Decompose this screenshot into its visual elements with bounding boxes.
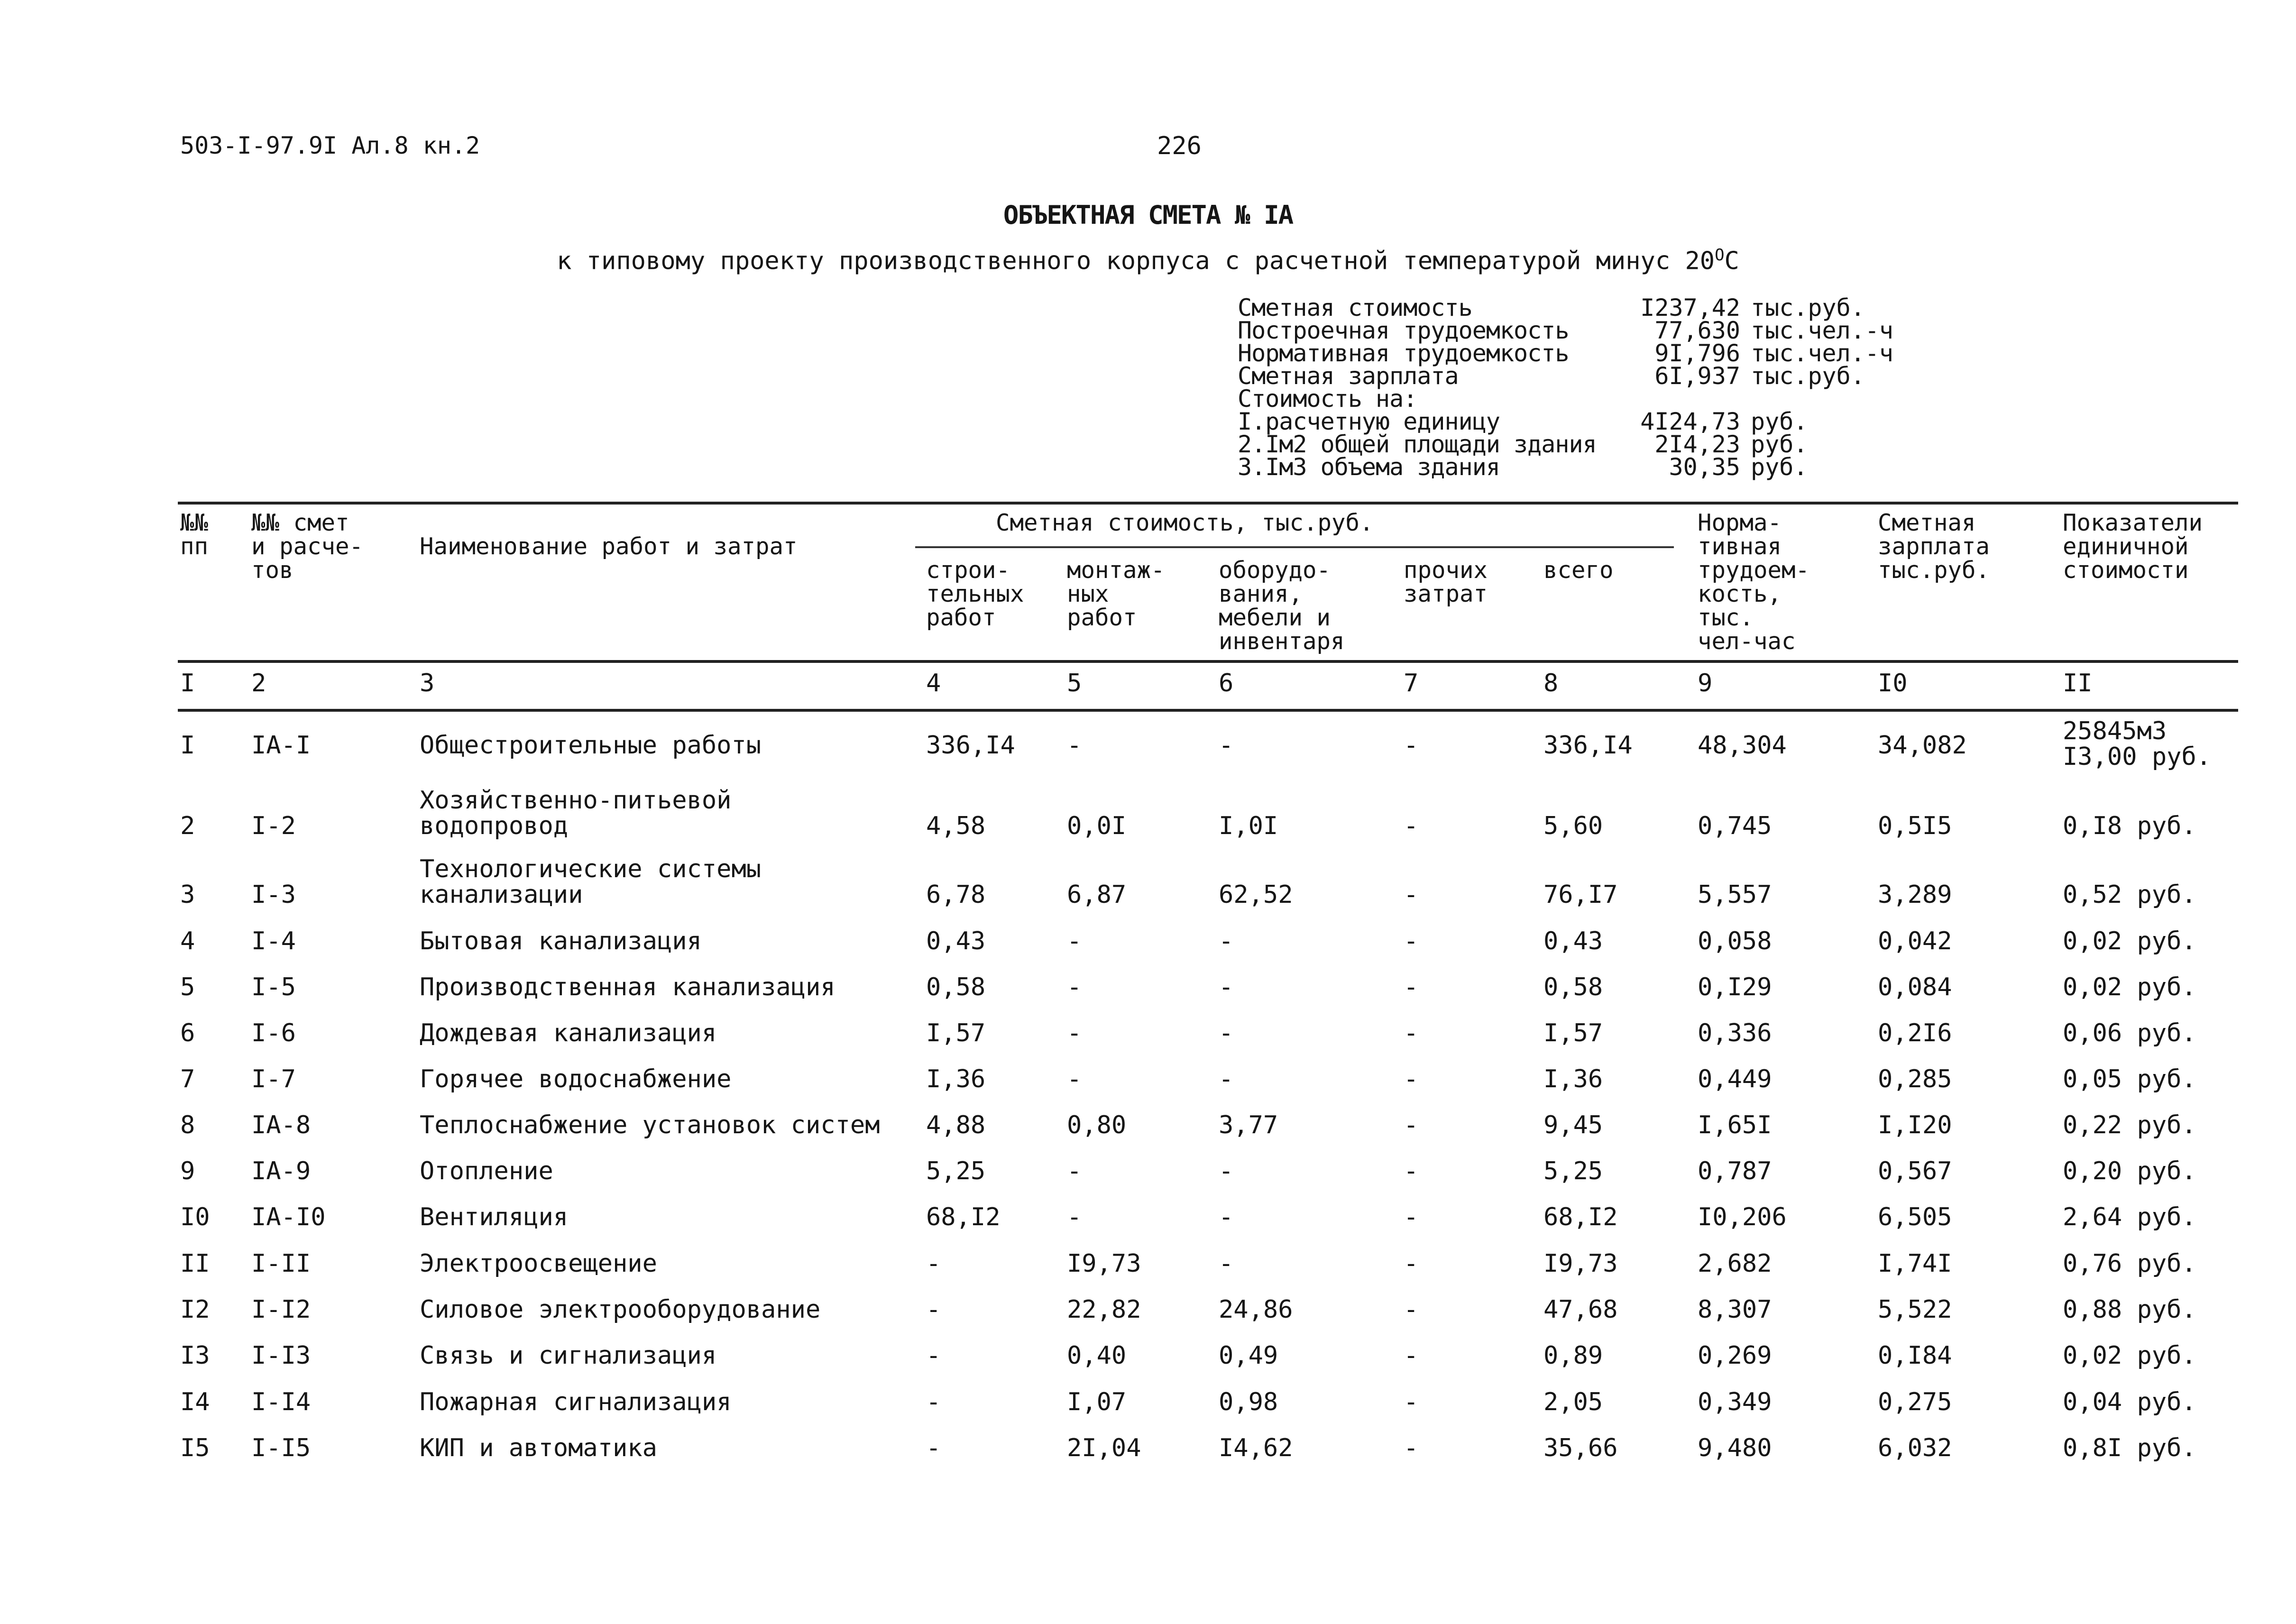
labor-intensity: 0,787 [1698,1157,1772,1185]
total-cost: 35,66 [1543,1434,1618,1462]
estimated-salary: 0,567 [1878,1157,1952,1185]
column-number: 3 [420,669,435,697]
other-cost: - [1404,1341,1419,1370]
installation-cost: - [1067,1157,1082,1185]
equipment-cost: - [1219,1157,1234,1185]
summary-number: 9I,796 [1654,339,1740,367]
construction-cost: - [926,1341,941,1370]
estimated-salary: 0,I84 [1878,1341,1952,1370]
equipment-cost: - [1219,973,1234,1001]
work-name: Бытовая канализация [420,927,702,955]
labor-intensity: 8,307 [1698,1295,1772,1324]
other-cost: - [1404,1249,1419,1278]
estimate-code: IA-I [251,731,311,760]
installation-cost: 0,40 [1067,1341,1127,1370]
estimate-code: I-II [251,1249,311,1278]
summary-label: Сметная стоимость [1238,294,1472,321]
estimated-salary: 6,505 [1878,1203,1952,1231]
row-number: 3 [180,881,195,909]
unit-cost: 0,88 руб. [2063,1295,2196,1324]
header-installation: монтаж- ных работ [1067,557,1165,631]
construction-cost: - [926,1249,941,1278]
other-cost: - [1404,1295,1419,1324]
other-cost: - [1404,1019,1419,1047]
construction-cost: 6,78 [926,881,986,909]
summary-label: I.расчетную единицу [1238,408,1500,435]
installation-cost: I9,73 [1067,1249,1141,1278]
page-subtitle [0,246,2296,275]
row-number: I [180,731,195,760]
installation-cost: 0,80 [1067,1111,1127,1139]
summary-label: Стоимость на: [1238,385,1417,413]
row-number: I5 [180,1434,210,1462]
estimate-code: I-I4 [251,1388,311,1416]
estimated-salary: 0,2I6 [1878,1019,1952,1047]
installation-cost: 0,0I [1067,812,1127,840]
work-name: Вентиляция [420,1203,569,1231]
construction-cost: 0,58 [926,973,986,1001]
labor-intensity: 0,336 [1698,1019,1772,1047]
column-number: 6 [1219,669,1234,697]
column-number: II [2063,669,2093,697]
estimate-code: IA-I0 [251,1203,326,1231]
estimated-salary: 0,084 [1878,973,1952,1001]
header-unit-cost: Показатели единичной стоимости [2063,509,2203,584]
estimated-salary: I,74I [1878,1249,1952,1278]
construction-cost: 0,43 [926,927,986,955]
unit-cost: 0,06 руб. [2063,1019,2196,1047]
page-number: 226 [1157,132,1202,160]
work-name: Технологические системы канализации [420,855,762,909]
installation-cost: 22,82 [1067,1295,1141,1324]
labor-intensity: 0,449 [1698,1065,1772,1093]
estimated-salary: 3,289 [1878,881,1952,909]
installation-cost: - [1067,1203,1082,1231]
column-number: 2 [251,669,266,697]
labor-intensity: 2,682 [1698,1249,1772,1278]
equipment-cost: - [1219,1249,1234,1278]
estimate-code: I-2 [251,812,296,840]
summary-unit: руб. [1751,453,1808,481]
column-number: 8 [1543,669,1559,697]
header-estimate-code: №№ смет и расче- тов [251,509,364,584]
row-number: 2 [180,812,195,840]
construction-cost: 4,88 [926,1111,986,1139]
header-salary: Сметная зарплата тыс.руб. [1878,509,1990,584]
equipment-cost: - [1219,1065,1234,1093]
row-number: II [180,1249,210,1278]
row-number: I0 [180,1203,210,1231]
summary-number: 6I,937 [1654,362,1740,390]
equipment-cost: 62,52 [1219,881,1293,909]
total-cost: I9,73 [1543,1249,1618,1278]
labor-intensity: 9,480 [1698,1434,1772,1462]
total-cost: 47,68 [1543,1295,1618,1324]
total-cost: 5,60 [1543,812,1603,840]
other-cost: - [1404,1203,1419,1231]
work-name: Электроосвещение [420,1249,657,1278]
estimate-code: I-5 [251,973,296,1001]
equipment-cost: I,0I [1219,812,1278,840]
labor-intensity: 0,745 [1698,812,1772,840]
column-number: 9 [1698,669,1713,697]
summary-unit: тыс.руб. [1751,294,1865,321]
summary-unit: тыс.чел.-ч [1751,339,1894,367]
labor-intensity: 48,304 [1698,731,1787,760]
equipment-cost: - [1219,1203,1234,1231]
unit-cost: 0,02 руб. [2063,1341,2196,1370]
estimated-salary: 0,275 [1878,1388,1952,1416]
summary-value [1631,362,1892,390]
unit-cost: 0,76 руб. [2063,1249,2196,1278]
other-cost: - [1404,927,1419,955]
work-name: Хозяйственно-питьевой водопровод [420,786,732,840]
other-cost: - [1404,881,1419,909]
installation-cost: - [1067,731,1082,760]
estimate-code: IA-8 [251,1111,311,1139]
unit-cost: 0,52 руб. [2063,881,2196,909]
work-name: Силовое электрооборудование [420,1295,821,1324]
summary-number: 30,35 [1669,453,1740,481]
header-cost-group: Сметная стоимость, тыс.руб. [996,509,1374,536]
summary-number: I237,42 [1640,294,1740,321]
work-name: Общестроительные работы [420,731,762,760]
row-number: 7 [180,1065,195,1093]
work-name: КИП и автоматика [420,1434,657,1462]
total-cost: 0,58 [1543,973,1603,1001]
estimate-code: I-I5 [251,1434,311,1462]
construction-cost: I,57 [926,1019,986,1047]
column-number: I0 [1878,669,1908,697]
equipment-cost: 0,98 [1219,1388,1278,1416]
unit-cost: 0,05 руб. [2063,1065,2196,1093]
summary-label: 2.Iм2 общей площади здания [1238,431,1597,458]
installation-cost: - [1067,1065,1082,1093]
other-cost: - [1404,1388,1419,1416]
construction-cost: 68,I2 [926,1203,1001,1231]
total-cost: 68,I2 [1543,1203,1618,1231]
labor-intensity: 0,349 [1698,1388,1772,1416]
equipment-cost: 3,77 [1219,1111,1278,1139]
unit-cost: 0,22 руб. [2063,1111,2196,1139]
total-cost: I,57 [1543,1019,1603,1047]
work-name: Производственная канализация [420,973,836,1001]
summary-number: 77,630 [1654,317,1740,344]
other-cost: - [1404,1065,1419,1093]
work-name: Отопление [420,1157,553,1185]
header-other: прочих затрат [1404,557,1488,607]
construction-cost: 4,58 [926,812,986,840]
equipment-cost: I4,62 [1219,1434,1293,1462]
estimated-salary: 0,5I5 [1878,812,1952,840]
other-cost: - [1404,812,1419,840]
estimated-salary: I,I20 [1878,1111,1952,1139]
estimate-code: I-I2 [251,1295,311,1324]
unit-cost: 0,02 руб. [2063,973,2196,1001]
unit-cost: 0,20 руб. [2063,1157,2196,1185]
unit-cost: 0,8I руб. [2063,1434,2196,1462]
total-cost: 336,I4 [1543,731,1633,760]
unit-cost: 2,64 руб. [2063,1203,2196,1231]
labor-intensity: I0,206 [1698,1203,1787,1231]
header-construction: строи- тельных работ [926,557,1024,631]
summary-number: 2I4,23 [1654,431,1740,458]
document-code: 503-I-97.9I Ал.8 кн.2 [180,132,480,159]
column-number: 7 [1404,669,1419,697]
header-total: всего [1543,557,1614,584]
total-cost: 76,I7 [1543,881,1618,909]
estimated-salary: 0,285 [1878,1065,1952,1093]
summary-number: 4I24,73 [1640,408,1740,435]
construction-cost: 5,25 [926,1157,986,1185]
row-number: 8 [180,1111,195,1139]
work-name: Теплоснабжение установок систем [420,1111,880,1139]
total-cost: 0,43 [1543,927,1603,955]
equipment-cost: - [1219,1019,1234,1047]
equipment-cost: 0,49 [1219,1341,1278,1370]
labor-intensity: I,65I [1698,1111,1772,1139]
equipment-cost: - [1219,731,1234,760]
row-number: I3 [180,1341,210,1370]
estimate-code: I-7 [251,1065,296,1093]
unit-cost: 25845м3 I3,00 руб. [2063,717,2212,771]
installation-cost: - [1067,927,1082,955]
estimated-salary: 5,522 [1878,1295,1952,1324]
total-cost: 9,45 [1543,1111,1603,1139]
subtitle-unit: С [1724,247,1739,275]
row-number: 6 [180,1019,195,1047]
summary-label: 3.Iм3 объема здания [1238,453,1500,481]
installation-cost: I,07 [1067,1388,1127,1416]
summary-unit: тыс.чел.-ч [1751,317,1894,344]
column-number: 4 [926,669,941,697]
installation-cost: - [1067,973,1082,1001]
estimate-code: I-3 [251,881,296,909]
header-bottom-rule [178,660,2238,663]
total-cost: I,36 [1543,1065,1603,1093]
header-labor: Норма- тивная трудоем- кость, тыс. чел-час [1698,509,1810,655]
work-name: Горячее водоснабжение [420,1065,732,1093]
column-number: 5 [1067,669,1082,697]
row-number: 9 [180,1157,195,1185]
unit-cost: 0,02 руб. [2063,927,2196,955]
summary-value [1631,453,1892,481]
total-cost: 2,05 [1543,1388,1603,1416]
other-cost: - [1404,973,1419,1001]
estimate-code: I-4 [251,927,296,955]
estimated-salary: 34,082 [1878,731,1967,760]
equipment-cost: - [1219,927,1234,955]
estimated-salary: 6,032 [1878,1434,1952,1462]
row-number: 4 [180,927,195,955]
work-name: Пожарная сигнализация [420,1388,732,1416]
row-number: I4 [180,1388,210,1416]
summary-unit: руб. [1751,408,1808,435]
subtitle-text: к типовому проекту производственного корпуса с расчетной температурой минус 20 [557,247,1715,275]
header-equipment: оборудо- вания, мебели и инвентаря [1219,557,1345,655]
estimate-code: IA-9 [251,1157,311,1185]
header-work-name: Наименование работ и затрат [420,533,798,560]
summary-label: Нормативная трудоемкость [1238,339,1569,367]
summary-label: Построечная трудоемкость [1238,317,1569,344]
estimate-code: I-I3 [251,1341,311,1370]
installation-cost: 6,87 [1067,881,1127,909]
construction-cost: - [926,1388,941,1416]
total-cost: 0,89 [1543,1341,1603,1370]
other-cost: - [1404,731,1419,760]
work-name: Дождевая канализация [420,1019,717,1047]
header-row-number: №№ пп [180,509,209,560]
page-title: ОБЪЕКТНАЯ СМЕТА № IA [1003,200,1293,230]
other-cost: - [1404,1434,1419,1462]
other-cost: - [1404,1157,1419,1185]
work-name: Связь и сигнализация [420,1341,717,1370]
equipment-cost: 24,86 [1219,1295,1293,1324]
group-header-rule [915,546,1674,548]
total-cost: 5,25 [1543,1157,1603,1185]
summary-label: Сметная зарплата [1238,362,1459,390]
construction-cost: I,36 [926,1065,986,1093]
labor-intensity: 5,557 [1698,881,1772,909]
labor-intensity: 0,058 [1698,927,1772,955]
row-number: 5 [180,973,195,1001]
column-number-rule [178,709,2238,712]
labor-intensity: 0,I29 [1698,973,1772,1001]
degree-sign: О [1715,246,1725,265]
table-top-rule [178,502,2238,505]
construction-cost: 336,I4 [926,731,1015,760]
labor-intensity: 0,269 [1698,1341,1772,1370]
row-number: I2 [180,1295,210,1324]
installation-cost: 2I,04 [1067,1434,1141,1462]
summary-unit: руб. [1751,431,1808,458]
construction-cost: - [926,1295,941,1324]
column-number: I [180,669,195,697]
summary-unit: тыс.руб. [1751,362,1865,390]
unit-cost: 0,I8 руб. [2063,812,2196,840]
unit-cost: 0,04 руб. [2063,1388,2196,1416]
other-cost: - [1404,1111,1419,1139]
estimate-code: I-6 [251,1019,296,1047]
installation-cost: - [1067,1019,1082,1047]
construction-cost: - [926,1434,941,1462]
estimated-salary: 0,042 [1878,927,1952,955]
